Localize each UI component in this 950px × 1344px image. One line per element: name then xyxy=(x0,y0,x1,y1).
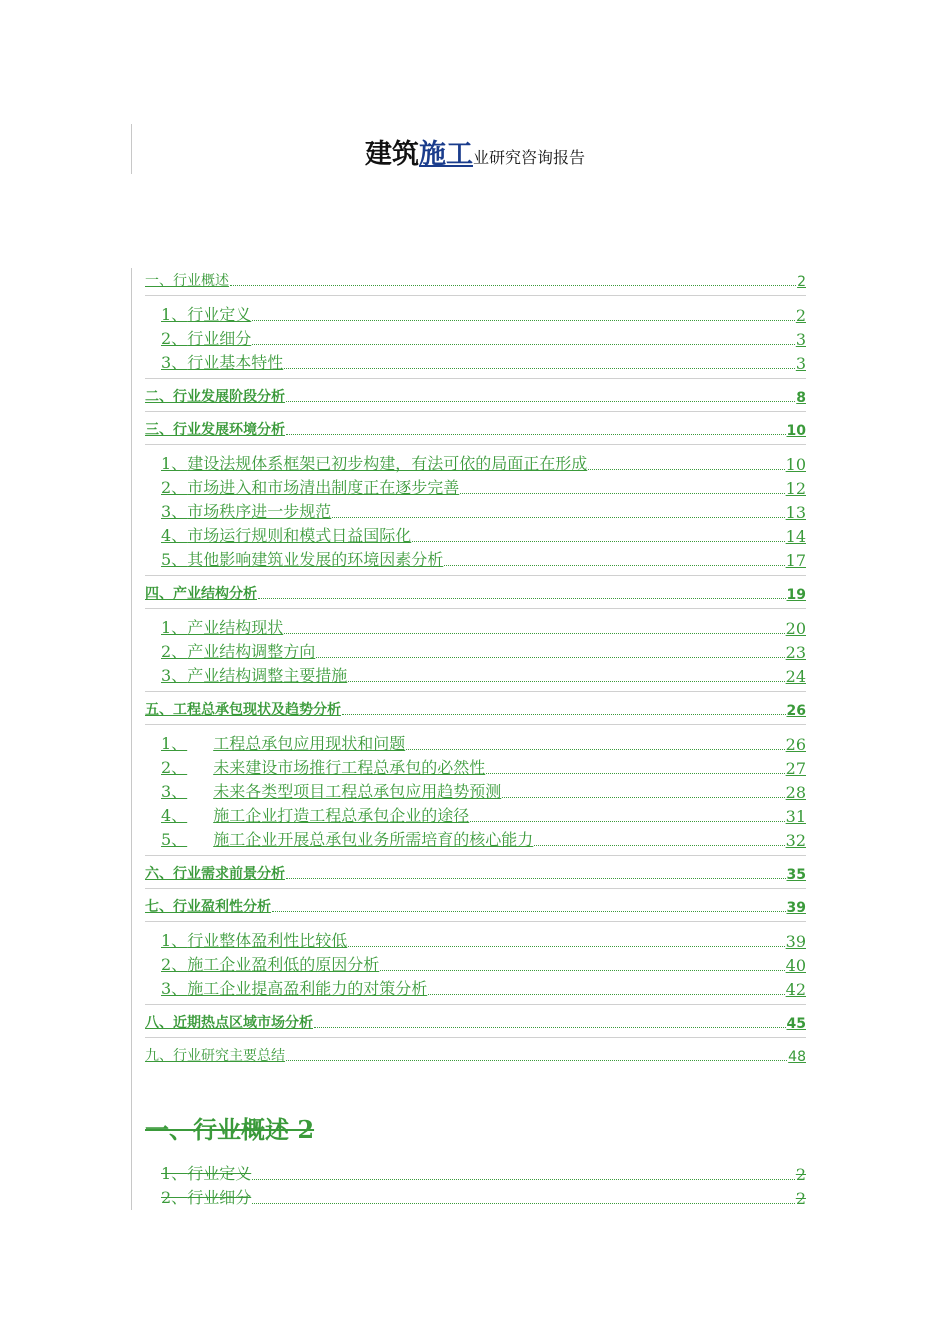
section-divider xyxy=(145,575,806,576)
dot-leader xyxy=(470,820,784,822)
toc-entry-label: 3、 未来各类型项目工程总承包应用趋势预测 xyxy=(161,782,502,801)
dot-leader xyxy=(286,877,786,879)
dot-leader xyxy=(284,632,784,634)
section-divider xyxy=(145,1004,806,1005)
toc-entry-page: 26 xyxy=(785,735,806,754)
toc-subsection-link[interactable] xyxy=(145,754,806,778)
dot-leader xyxy=(284,367,795,369)
toc-entry-label: 1、行业定义 xyxy=(161,1164,252,1183)
dot-leader xyxy=(348,945,784,947)
toc-subsection-link[interactable] xyxy=(145,951,806,975)
toc-entry-page: 14 xyxy=(785,527,806,546)
toc-entry-page: 2 xyxy=(795,1189,806,1208)
toc-entry-label: 1、 工程总承包应用现状和问题 xyxy=(161,734,406,753)
toc-entry-page: 23 xyxy=(785,643,806,662)
section-divider xyxy=(145,855,806,856)
margin-rule-main xyxy=(131,268,132,1210)
toc-entry-label: 四、产业结构分析 xyxy=(145,586,257,602)
section-heading: 一、行业概述 2 xyxy=(145,1115,315,1144)
toc-entry-page: 45 xyxy=(786,1016,806,1032)
dot-leader xyxy=(252,319,795,321)
toc-entry-label: 2、行业细分 xyxy=(161,329,252,348)
toc-subsection-link[interactable] xyxy=(145,498,806,522)
dot-leader xyxy=(332,516,784,518)
toc-entry-page: 13 xyxy=(785,503,806,522)
section-toc-link[interactable] xyxy=(145,1160,806,1184)
toc-entry-label: 4、 施工企业打造工程总承包企业的途径 xyxy=(161,806,470,825)
toc-entry-label: 三、行业发展环境分析 xyxy=(145,422,285,438)
dot-leader xyxy=(406,748,784,750)
toc-entry-page: 48 xyxy=(788,1049,806,1065)
toc-entry-label: 4、市场运行规则和模式日益国际化 xyxy=(161,526,412,545)
toc-entry-label: 2、产业结构调整方向 xyxy=(161,642,316,661)
section-toc-link[interactable] xyxy=(145,1184,806,1208)
toc-entry-page: 10 xyxy=(785,455,806,474)
dot-leader xyxy=(428,993,784,995)
toc-subsection-link[interactable] xyxy=(145,662,806,686)
toc-subsection-link[interactable] xyxy=(145,802,806,826)
dot-leader xyxy=(258,597,786,599)
toc-entry-page: 26 xyxy=(786,703,806,719)
toc-entry-page: 42 xyxy=(785,980,806,999)
toc-entry-label: 七、行业盈利性分析 xyxy=(145,899,271,915)
toc-entry-label: 2、行业细分 xyxy=(161,1188,252,1207)
section-divider xyxy=(145,921,806,922)
dot-leader xyxy=(486,772,784,774)
dot-leader xyxy=(380,969,784,971)
toc-section-link[interactable] xyxy=(145,268,806,290)
toc-entry-label: 1、行业定义 xyxy=(161,305,252,324)
dot-leader xyxy=(286,400,795,402)
section-divider xyxy=(145,608,806,609)
dot-leader xyxy=(460,492,784,494)
toc-entry-label: 1、行业整体盈利性比较低 xyxy=(161,931,348,950)
toc-entry-label: 二、行业发展阶段分析 xyxy=(145,389,285,405)
toc-subsection-link[interactable] xyxy=(145,349,806,373)
toc-entry-page: 3 xyxy=(795,330,806,349)
section-divider xyxy=(145,444,806,445)
toc-subsection-link[interactable] xyxy=(145,474,806,498)
toc-entry-page: 19 xyxy=(786,587,806,603)
toc-entry-label: 九、行业研究主要总结 xyxy=(145,1048,285,1064)
toc-subsection-link[interactable] xyxy=(145,826,806,850)
toc-entry-label: 1、产业结构现状 xyxy=(161,618,284,637)
toc-section-link[interactable] xyxy=(145,581,806,603)
toc-subsection-link[interactable] xyxy=(145,975,806,999)
dot-leader xyxy=(286,433,786,435)
toc-subsection-link[interactable] xyxy=(145,730,806,754)
toc-subsection-link[interactable] xyxy=(145,301,806,325)
section-divider xyxy=(145,295,806,296)
toc-entry-label: 1、建设法规体系框架已初步构建，有法可依的局面正在形成 xyxy=(161,454,588,473)
toc-entry-page: 8 xyxy=(796,390,806,406)
toc-entry-label: 一、行业概述 xyxy=(145,273,229,289)
toc-section-link[interactable] xyxy=(145,384,806,406)
toc-entry-page: 28 xyxy=(785,783,806,802)
section-divider xyxy=(145,724,806,725)
dot-leader xyxy=(412,540,784,542)
toc-entry-label: 2、 未来建设市场推行工程总承包的必然性 xyxy=(161,758,486,777)
toc-subsection-link[interactable] xyxy=(145,450,806,474)
toc-section-link[interactable] xyxy=(145,697,806,719)
toc-subsection-link[interactable] xyxy=(145,325,806,349)
dot-leader xyxy=(252,1202,795,1204)
toc-entry-page: 2 xyxy=(795,1165,806,1184)
section-divider xyxy=(145,1037,806,1038)
toc-entry-label: 2、施工企业盈利低的原因分析 xyxy=(161,955,380,974)
toc-subsection-link[interactable] xyxy=(145,638,806,662)
dot-leader xyxy=(314,1026,786,1028)
toc-entry-label: 2、市场进入和市场清出制度正在逐步完善 xyxy=(161,478,460,497)
toc-entry-page: 2 xyxy=(797,274,806,290)
dot-leader xyxy=(252,343,795,345)
toc-entry-label: 3、施工企业提高盈利能力的对策分析 xyxy=(161,979,428,998)
toc-entry-label: 五、工程总承包现状及趋势分析 xyxy=(145,702,341,718)
section-divider xyxy=(145,691,806,692)
section-toc xyxy=(145,1160,806,1208)
toc-entry-page: 27 xyxy=(785,759,806,778)
dot-leader xyxy=(588,468,784,470)
toc-entry-label: 六、行业需求前景分析 xyxy=(145,866,285,882)
toc-entry-page: 32 xyxy=(785,831,806,850)
document-title xyxy=(0,132,950,171)
toc-section-link[interactable] xyxy=(145,417,806,439)
section-divider xyxy=(145,378,806,379)
toc-entry-page: 40 xyxy=(785,956,806,975)
dot-leader xyxy=(272,910,786,912)
toc-subsection-link[interactable] xyxy=(145,546,806,570)
section-divider xyxy=(145,411,806,412)
toc-entry-label: 5、其他影响建筑业发展的环境因素分析 xyxy=(161,550,444,569)
toc-section-link[interactable] xyxy=(145,894,806,916)
toc-entry-page: 39 xyxy=(785,932,806,951)
dot-leader xyxy=(230,284,796,286)
toc-entry-label: 3、行业基本特性 xyxy=(161,353,284,372)
toc-entry-page: 31 xyxy=(785,807,806,826)
toc-entry-page: 24 xyxy=(785,667,806,686)
title-part-3: 业研究咨询报告 xyxy=(472,148,585,167)
toc-entry-page: 17 xyxy=(785,551,806,570)
title-part-1: 建筑 xyxy=(364,139,419,170)
title-part-2-link[interactable]: 施工 xyxy=(418,139,473,170)
dot-leader xyxy=(348,680,784,682)
dot-leader xyxy=(316,656,784,658)
toc-entry-label: 3、市场秩序进一步规范 xyxy=(161,502,332,521)
toc-subsection-link[interactable] xyxy=(145,778,806,802)
toc-entry-page: 3 xyxy=(795,354,806,373)
section-divider xyxy=(145,888,806,889)
toc-entry-page: 2 xyxy=(795,306,806,325)
dot-leader xyxy=(534,844,784,846)
dot-leader xyxy=(444,564,784,566)
toc-entry-page: 12 xyxy=(785,479,806,498)
toc-subsection-link[interactable] xyxy=(145,522,806,546)
dot-leader xyxy=(342,713,786,715)
toc-entry-label: 3、产业结构调整主要措施 xyxy=(161,666,348,685)
toc-section-link[interactable] xyxy=(145,1010,806,1032)
toc-entry-page: 39 xyxy=(786,900,806,916)
toc-subsection-link[interactable] xyxy=(145,614,806,638)
dot-leader xyxy=(502,796,784,798)
toc-entry-label: 5、 施工企业开展总承包业务所需培育的核心能力 xyxy=(161,830,534,849)
toc-section-link[interactable] xyxy=(145,1043,806,1065)
toc-entry-page: 10 xyxy=(786,423,806,439)
toc-entry-label: 八、近期热点区域市场分析 xyxy=(145,1015,313,1031)
toc-section-link[interactable] xyxy=(145,861,806,883)
toc-entry-page: 35 xyxy=(786,867,806,883)
toc-subsection-link[interactable] xyxy=(145,927,806,951)
toc-entry-page: 20 xyxy=(785,619,806,638)
dot-leader xyxy=(286,1059,787,1061)
table-of-contents xyxy=(145,268,806,1065)
dot-leader xyxy=(252,1178,795,1180)
